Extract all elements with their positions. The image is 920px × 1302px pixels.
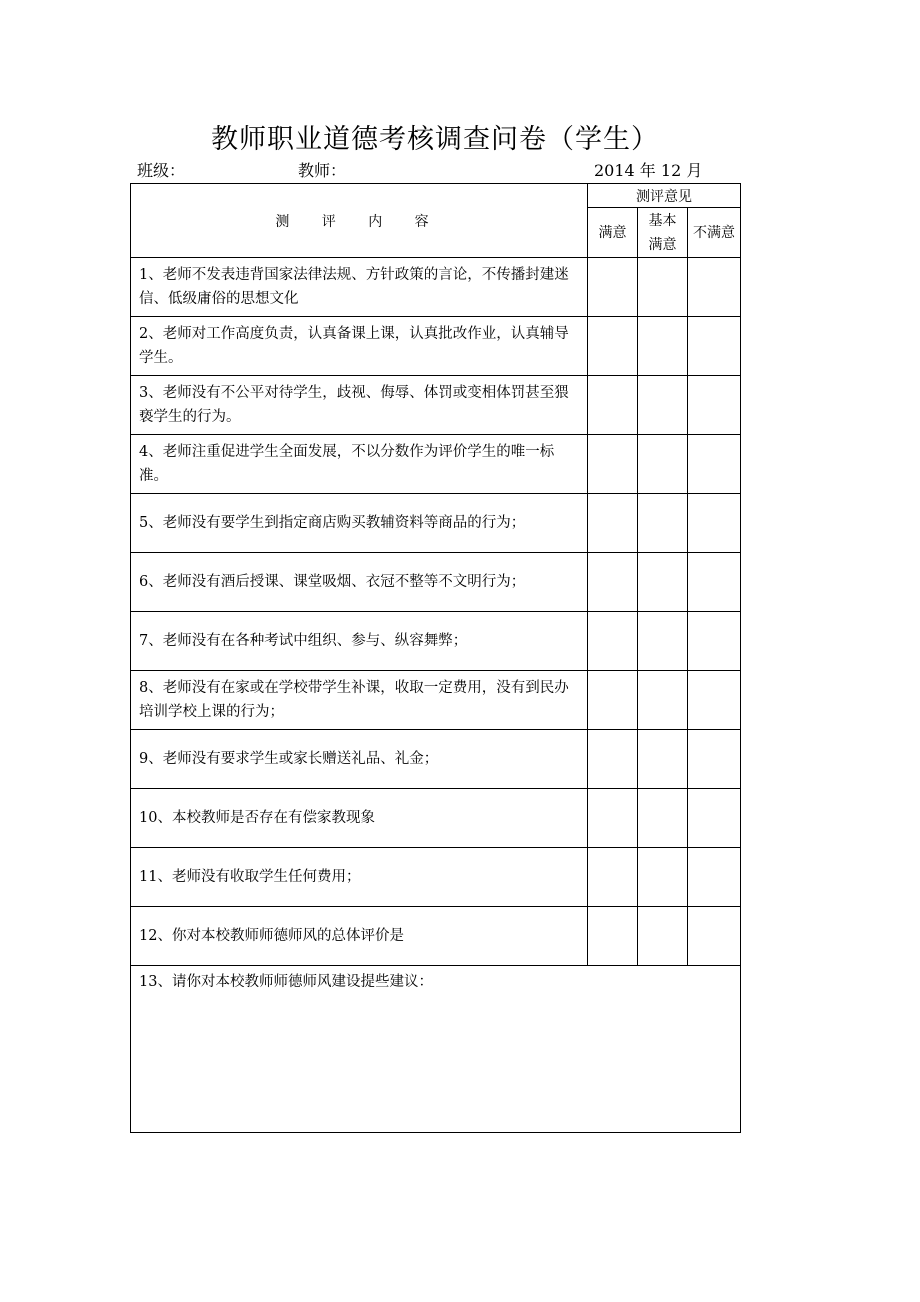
mark-satisfied[interactable] <box>588 494 638 553</box>
survey-row <box>131 553 741 612</box>
survey-row <box>131 376 741 435</box>
mark-basically-satisfied[interactable] <box>638 848 688 907</box>
survey-table <box>130 183 741 1133</box>
mark-dissatisfied[interactable] <box>688 612 741 671</box>
survey-row <box>131 435 741 494</box>
survey-row <box>131 612 741 671</box>
mark-dissatisfied[interactable] <box>688 848 741 907</box>
survey-date: 2014 年 12 月 <box>594 161 703 180</box>
survey-item-text: 1、老师不发表违背国家法律法规、方针政策的言论，不传播封建迷信、低级庸俗的思想文化 <box>131 258 588 317</box>
mark-satisfied[interactable] <box>588 848 638 907</box>
mark-satisfied[interactable] <box>588 258 638 317</box>
mark-dissatisfied[interactable] <box>688 376 741 435</box>
option-dissatisfied: 不满意 <box>688 208 741 258</box>
survey-row <box>131 258 741 317</box>
mark-dissatisfied[interactable] <box>688 494 741 553</box>
mark-dissatisfied[interactable] <box>688 907 741 966</box>
mark-dissatisfied[interactable] <box>688 258 741 317</box>
survey-row <box>131 848 741 907</box>
survey-item-text: 5、老师没有要学生到指定商店购买教辅资料等商品的行为； <box>131 494 588 553</box>
mark-satisfied[interactable] <box>588 730 638 789</box>
mark-dissatisfied[interactable] <box>688 789 741 848</box>
survey-item-text: 6、老师没有酒后授课、课堂吸烟、衣冠不整等不文明行为； <box>131 553 588 612</box>
opinion-header: 测评意见 <box>588 184 741 208</box>
mark-satisfied[interactable] <box>588 789 638 848</box>
suggestion-area[interactable] <box>131 966 741 1133</box>
mark-basically-satisfied[interactable] <box>638 907 688 966</box>
survey-row <box>131 671 741 730</box>
mark-dissatisfied[interactable] <box>688 553 741 612</box>
survey-item-text: 12、你对本校教师师德师风的总体评价是 <box>131 907 588 966</box>
survey-item-text: 8、老师没有在家或在学校带学生补课，收取一定费用，没有到民办培训学校上课的行为； <box>131 671 588 730</box>
mark-satisfied[interactable] <box>588 907 638 966</box>
survey-item-text: 7、老师没有在各种考试中组织、参与、纵容舞弊； <box>131 612 588 671</box>
mark-basically-satisfied[interactable] <box>638 435 688 494</box>
mark-basically-satisfied[interactable] <box>638 494 688 553</box>
class-label: 班级： <box>137 161 186 180</box>
mark-dissatisfied[interactable] <box>688 435 741 494</box>
mark-satisfied[interactable] <box>588 553 638 612</box>
mark-satisfied[interactable] <box>588 435 638 494</box>
survey-row <box>131 494 741 553</box>
mark-dissatisfied[interactable] <box>688 317 741 376</box>
mark-satisfied[interactable] <box>588 317 638 376</box>
survey-row <box>131 907 741 966</box>
mark-dissatisfied[interactable] <box>688 671 741 730</box>
survey-row <box>131 317 741 376</box>
teacher-label: 教师： <box>298 161 347 180</box>
suggestion-prompt: 13、请你对本校教师师德师风建设提些建议： <box>139 974 433 990</box>
mark-basically-satisfied[interactable] <box>638 258 688 317</box>
survey-row <box>131 789 741 848</box>
mark-basically-satisfied[interactable] <box>638 671 688 730</box>
mark-basically-satisfied[interactable] <box>638 553 688 612</box>
content-header <box>131 184 588 258</box>
mark-dissatisfied[interactable] <box>688 730 741 789</box>
mark-satisfied[interactable] <box>588 376 638 435</box>
option-satisfied: 满意 <box>588 208 638 258</box>
content-header-label: 测 评 内 容 <box>275 213 443 230</box>
mark-satisfied[interactable] <box>588 671 638 730</box>
option-basically-satisfied: 基本满意 <box>638 208 688 258</box>
survey-title: 教师职业道德考核调查问卷（学生） <box>211 124 659 155</box>
survey-item-text: 2、老师对工作高度负责，认真备课上课，认真批改作业，认真辅导学生。 <box>131 317 588 376</box>
mark-basically-satisfied[interactable] <box>638 730 688 789</box>
mark-basically-satisfied[interactable] <box>638 317 688 376</box>
mark-basically-satisfied[interactable] <box>638 789 688 848</box>
mark-basically-satisfied[interactable] <box>638 376 688 435</box>
survey-item-text: 4、老师注重促进学生全面发展，不以分数作为评价学生的唯一标准。 <box>131 435 588 494</box>
mark-satisfied[interactable] <box>588 612 638 671</box>
survey-item-text: 3、老师没有不公平对待学生，歧视、侮辱、体罚或变相体罚甚至猥亵学生的行为。 <box>131 376 588 435</box>
survey-item-text: 10、本校教师是否存在有偿家教现象 <box>131 789 588 848</box>
survey-item-text: 9、老师没有要求学生或家长赠送礼品、礼金； <box>131 730 588 789</box>
mark-basically-satisfied[interactable] <box>638 612 688 671</box>
survey-row <box>131 730 741 789</box>
survey-item-text: 11、老师没有收取学生任何费用； <box>131 848 588 907</box>
